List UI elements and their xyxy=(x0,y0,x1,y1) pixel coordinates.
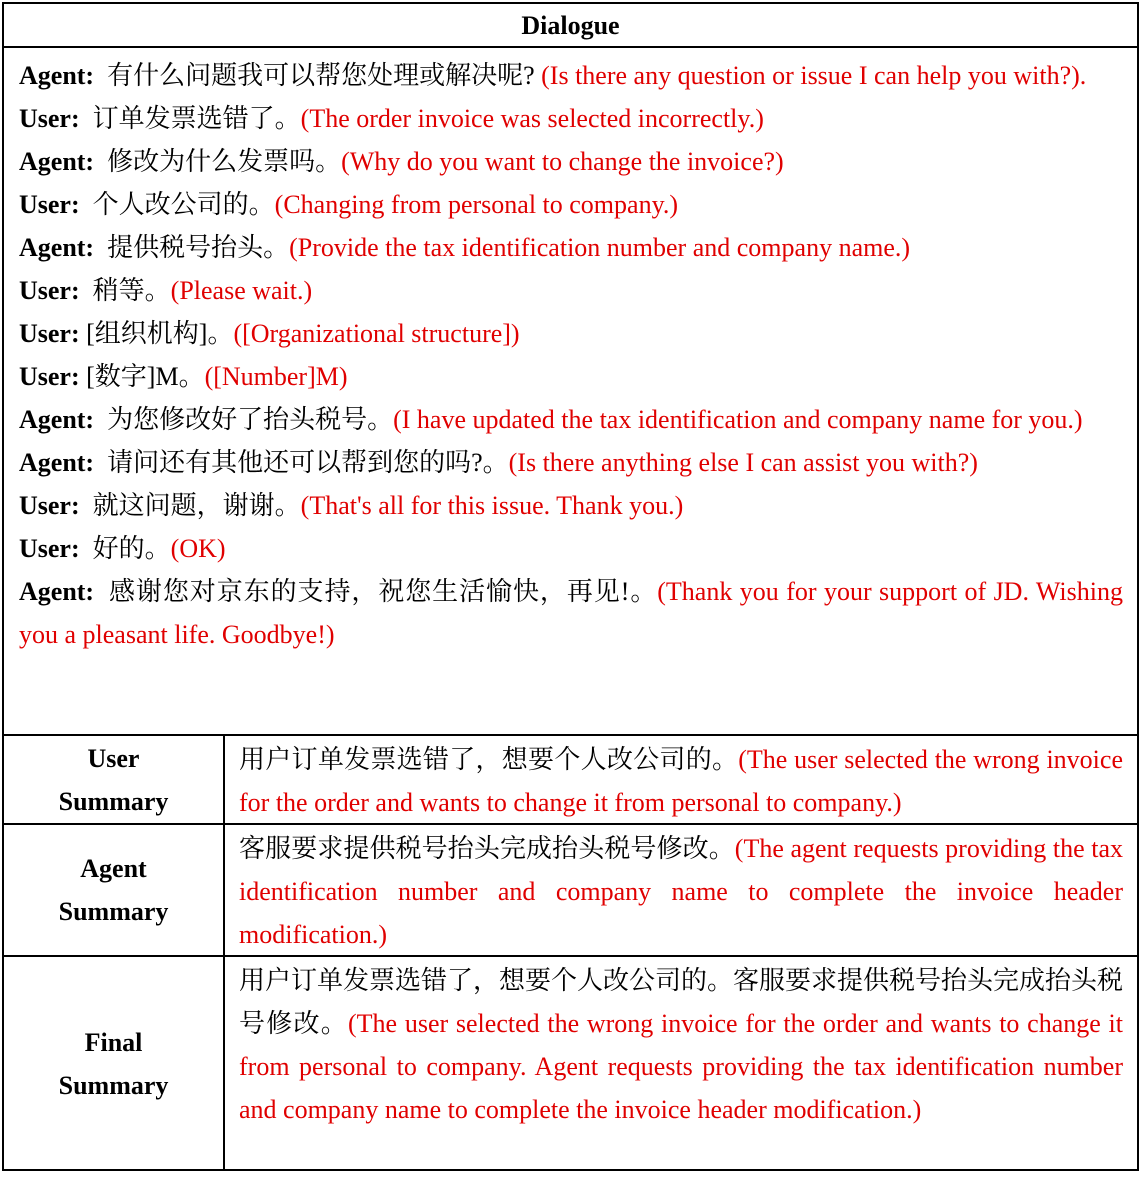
table-title: Dialogue xyxy=(4,4,1137,48)
speaker-label: User: xyxy=(19,104,80,133)
utterance-chinese: 有什么问题我可以帮您处理或解决呢? xyxy=(107,61,535,90)
utterance-translation: (Changing from personal to company.) xyxy=(274,190,679,219)
utterance-translation: ([Organizational structure]) xyxy=(233,319,520,348)
dialogue-turn xyxy=(19,226,1123,269)
dialogue-turn xyxy=(19,312,1123,355)
utterance-chinese: 提供税号抬头。 xyxy=(107,233,290,262)
dialogue-turn xyxy=(19,441,1123,484)
summary-translation: (The user selected the wrong invoice for the order and wants to change it from personal to company. Agent requests providing the tax identification number and company name to complete the invoice header modification.) xyxy=(239,1009,1123,1124)
speaker-label: User: xyxy=(19,534,80,563)
utterance-translation: (That's all for this issue. Thank you.) xyxy=(300,491,684,520)
summary-chinese: 用户订单发票选错了，想要个人改公司的。客服要求提供税号抬头完成抬头税号修改。 xyxy=(239,966,1124,1038)
dialogue-turn xyxy=(19,355,1123,398)
agent-summary-row xyxy=(4,825,1137,957)
speaker-label: Agent: xyxy=(19,61,95,90)
dialogue-turn xyxy=(19,570,1123,656)
speaker-label: Agent: xyxy=(19,448,95,477)
utterance-chinese: 就这问题，谢谢。 xyxy=(92,491,301,520)
summary-translation: (The user selected the wrong invoice for the order and wants to change it from personal to company.) xyxy=(239,745,1123,817)
speaker-label: Agent: xyxy=(19,233,95,262)
utterance-chinese: [组织机构]。 xyxy=(86,319,234,348)
utterance-translation: (Is there anything else I can assist you with?) xyxy=(508,448,978,477)
utterance-translation: (Why do you want to change the invoice?) xyxy=(341,147,784,176)
speaker-label: User: xyxy=(19,276,80,305)
dialogue-section xyxy=(4,48,1137,736)
utterance-translation: ([Number]M) xyxy=(204,362,348,391)
utterance-chinese: 修改为什么发票吗。 xyxy=(107,147,342,176)
utterance-translation: (I have updated the tax identification and company name for you.) xyxy=(393,405,1083,434)
utterance-translation: (OK) xyxy=(170,534,226,563)
speaker-label: Agent: xyxy=(19,147,95,176)
utterance-chinese: 为您修改好了抬头税号。 xyxy=(107,405,394,434)
dialogue-turn xyxy=(19,398,1123,441)
dialogue-turn xyxy=(19,54,1123,97)
user-summary-label: User Summary xyxy=(4,736,225,823)
speaker-label: User: xyxy=(19,190,80,219)
agent-summary-label: Agent Summary xyxy=(4,825,225,955)
speaker-label: User: xyxy=(19,362,80,391)
utterance-translation: (Is there any question or issue I can help you with?). xyxy=(541,61,1087,90)
dialogue-turn xyxy=(19,527,1123,570)
speaker-label: User: xyxy=(19,491,80,520)
utterance-chinese: 请问还有其他还可以帮到您的吗?。 xyxy=(107,448,509,477)
summary-chinese: 客服要求提供税号抬头完成抬头税号修改。 xyxy=(239,834,735,863)
summary-chinese: 用户订单发票选错了，想要个人改公司的。 xyxy=(239,745,739,774)
speaker-label: Agent: xyxy=(19,577,95,606)
utterance-chinese: [数字]M。 xyxy=(86,362,205,391)
utterance-translation: (The order invoice was selected incorrectly.) xyxy=(300,104,764,133)
final-summary-label: Final Summary xyxy=(4,957,225,1171)
utterance-translation: (Provide the tax identification number and company name.) xyxy=(289,233,911,262)
dialogue-turn xyxy=(19,97,1123,140)
utterance-chinese: 好的。 xyxy=(92,534,171,563)
speaker-label: User: xyxy=(19,319,80,348)
utterance-chinese: 感谢您对京东的支持，祝您生活愉快，再见!。 xyxy=(108,577,658,606)
speaker-label: Agent: xyxy=(19,405,95,434)
utterance-chinese: 订单发票选错了。 xyxy=(92,104,301,133)
dialogue-turn xyxy=(19,183,1123,226)
user-summary-row xyxy=(4,736,1137,825)
final-summary-row xyxy=(4,957,1137,1171)
final-summary-text xyxy=(225,957,1137,1171)
utterance-chinese: 稍等。 xyxy=(92,276,171,305)
utterance-chinese: 个人改公司的。 xyxy=(92,190,275,219)
dialogue-turn xyxy=(19,269,1123,312)
dialogue-table xyxy=(2,2,1139,1171)
utterance-translation: (Please wait.) xyxy=(170,276,313,305)
agent-summary-text xyxy=(225,825,1137,955)
utterance-translation: (Thank you for your support of JD. Wishing you a pleasant life. Goodbye!) xyxy=(19,577,1123,649)
dialogue-turn xyxy=(19,484,1123,527)
dialogue-turn xyxy=(19,140,1123,183)
summary-translation: (The agent requests providing the tax identification number and company name to complete the invoice header modification.) xyxy=(239,834,1123,949)
user-summary-text xyxy=(225,736,1137,823)
